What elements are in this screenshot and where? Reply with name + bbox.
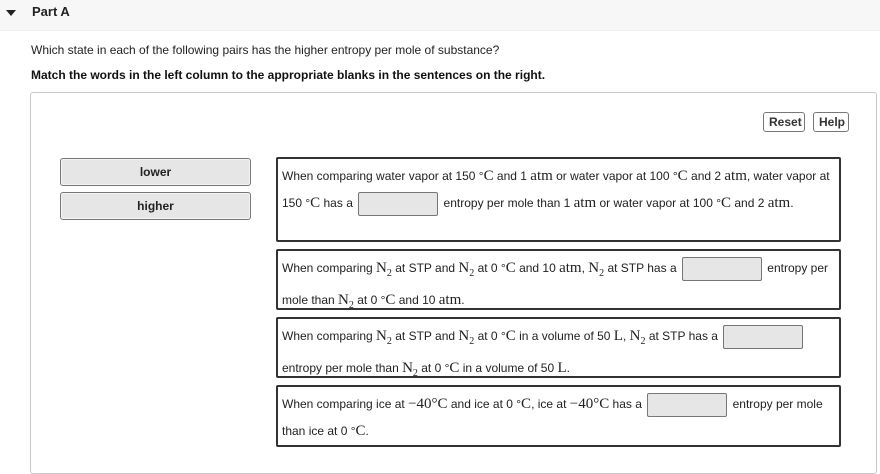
unit-celsius: C: [310, 195, 321, 211]
sentence-text: , ice at: [531, 397, 570, 411]
unit-atm: atm: [767, 195, 791, 211]
word-tile-higher[interactable]: higher: [60, 192, 251, 220]
sentence-text: and 2: [731, 196, 768, 210]
sentence-text: and 10: [515, 261, 560, 275]
sentence-text: in a volume of 50: [459, 361, 558, 375]
formula-subscript: 2: [386, 336, 392, 347]
sentence-text: When comparing: [282, 261, 377, 275]
sentence-text: , water vapor at 150 °: [282, 169, 830, 210]
sentence-text: at 0 °: [474, 329, 506, 343]
formula-symbol: N: [376, 260, 387, 276]
sentence-text: ,: [622, 329, 630, 343]
unit-celsius: C: [521, 396, 532, 412]
sentence-text: at STP has a: [645, 329, 718, 343]
formula-n2: [458, 328, 475, 347]
instruction-text: Match the words in the left column to the appropriate blanks in the sentences on the right.: [31, 68, 546, 82]
sentence-text: at 0 °: [353, 293, 386, 307]
formula-subscript: 2: [412, 368, 418, 379]
formula-n2: [376, 260, 392, 279]
sentence-text: or water vapor at 100 °: [596, 196, 722, 210]
formula-subscript: 2: [386, 268, 392, 279]
unit-liter: L: [613, 328, 623, 344]
sentence-text: in a volume of 50: [515, 329, 614, 343]
sentence-text: entropy per mole than ice at 0 °: [282, 397, 823, 438]
sentence-4: [276, 385, 841, 447]
formula-symbol: N: [629, 328, 641, 344]
formula-n2: [588, 260, 605, 279]
formula-subscript: 2: [348, 300, 354, 311]
formula-n2: [402, 360, 418, 379]
formula-n2: [629, 328, 646, 347]
part-header[interactable]: [0, 0, 880, 31]
sentence-text: entropy per mole than: [282, 261, 829, 307]
sentence-text: .: [365, 424, 369, 438]
sentence-text: When comparing: [282, 329, 377, 343]
unit-celsius: C: [677, 168, 688, 184]
formula-n2: [338, 292, 354, 311]
sentence-text: at 0 °: [417, 361, 450, 375]
sentence-text: at STP has a: [604, 261, 677, 275]
unit-celsius: C: [721, 195, 732, 211]
formula-symbol: N: [376, 328, 387, 344]
drop-blank-1[interactable]: [358, 192, 438, 216]
unit-atm: atm: [559, 260, 582, 276]
sentence-text: and 2: [687, 169, 725, 183]
formula-symbol: N: [338, 292, 349, 308]
drop-blank-3[interactable]: [723, 325, 803, 349]
unit-celsius: C: [385, 292, 396, 308]
unit-celsius: C: [483, 168, 494, 184]
sentence-text: and 10: [395, 293, 439, 307]
reset-button[interactable]: Reset: [763, 112, 805, 132]
question-text: Which state in each of the following pairs has the higher entropy per mole of substance?: [31, 43, 500, 57]
sentence-1: [276, 157, 841, 242]
formula-symbol: N: [402, 360, 413, 376]
temperature-value: −40°C: [569, 396, 610, 412]
help-button[interactable]: Help: [813, 112, 849, 132]
formula-subscript: 2: [469, 268, 475, 279]
collapse-caret-icon[interactable]: [6, 10, 16, 16]
unit-celsius: C: [505, 328, 516, 344]
sentence-text: has a: [320, 196, 353, 210]
unit-atm: atm: [438, 292, 462, 308]
unit-celsius: C: [355, 423, 366, 439]
sentence-text: at STP and: [391, 329, 459, 343]
formula-n2: [376, 328, 392, 347]
formula-symbol: N: [458, 260, 470, 276]
sentence-text: and 1: [493, 169, 531, 183]
drop-blank-4[interactable]: [647, 393, 727, 417]
word-tile-lower[interactable]: lower: [60, 158, 251, 186]
drop-blank-2[interactable]: [682, 257, 762, 281]
sentence-text: ,: [581, 261, 589, 275]
formula-n2: [458, 260, 475, 279]
formula-symbol: N: [458, 328, 470, 344]
sentence-text: or water vapor at 100 °: [552, 169, 678, 183]
unit-celsius: C: [449, 360, 460, 376]
sentence-text: .: [790, 196, 794, 210]
temperature-value: −40°C: [408, 396, 448, 412]
sentence-text: When comparing ice at: [282, 397, 409, 411]
sentence-text: entropy per mole than: [282, 361, 403, 375]
sentence-2: [276, 249, 841, 310]
unit-celsius: C: [505, 260, 516, 276]
formula-symbol: N: [588, 260, 600, 276]
sentence-text: .: [566, 361, 570, 375]
sentence-text: When comparing water vapor at 150 °: [282, 169, 484, 183]
sentence-text: at STP and: [391, 261, 459, 275]
unit-atm: atm: [573, 195, 597, 211]
unit-liter: L: [557, 360, 567, 376]
sentence-text: .: [461, 293, 465, 307]
unit-atm: atm: [530, 168, 553, 184]
sentence-text: has a: [609, 397, 642, 411]
formula-subscript: 2: [599, 268, 605, 279]
formula-subscript: 2: [469, 336, 475, 347]
sentence-3: [276, 317, 841, 378]
sentence-text: entropy per mole than 1: [440, 196, 574, 210]
sentence-text: at 0 °: [474, 261, 506, 275]
sentence-text: and ice at 0 °: [447, 397, 522, 411]
formula-subscript: 2: [640, 336, 646, 347]
part-title: Part A: [32, 4, 70, 19]
unit-atm: atm: [724, 168, 747, 184]
